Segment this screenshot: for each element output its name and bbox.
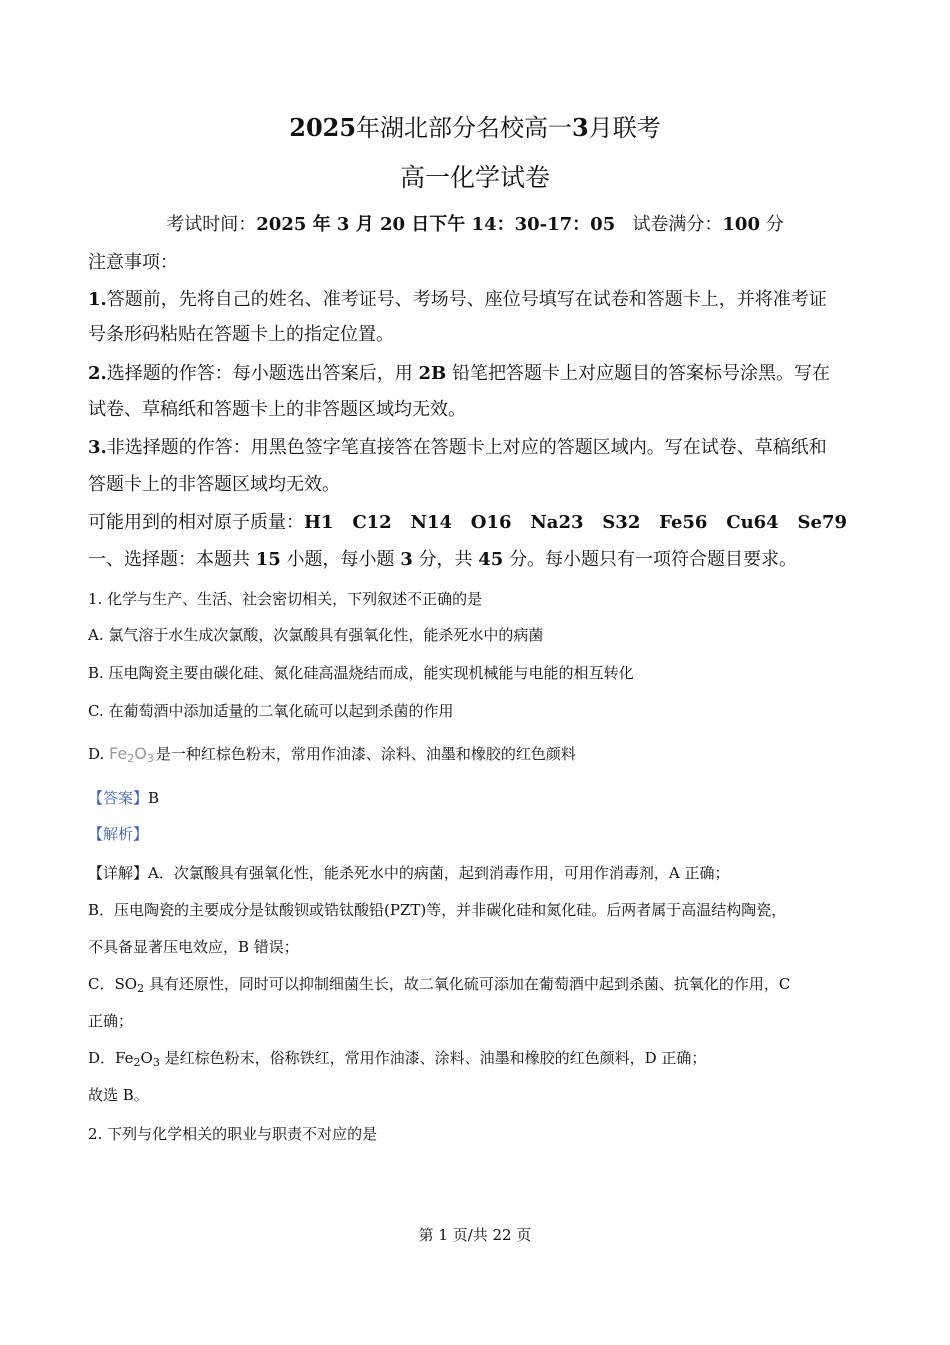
q1-option-a: A. 氯气溶于水生成次氯酸，次氯酸具有强氧化性，能杀死水中的病菌 bbox=[88, 626, 544, 644]
q1-option-d: D. $Fe_2O_3$ 是一种红棕色粉末，常用作油漆、涂料、油墨和橡胶的红色颜料 bbox=[88, 744, 576, 765]
notice-item-1-line-2: 号条形码粘贴在答题卡上的指定位置。 bbox=[88, 324, 394, 345]
q1-detail-c-line-1: C．$SO_2$ 具有还原性，同时可以抑制细菌生长，故二氧化硫可添加在葡萄酒中起到杀菌、抗氧化的作用，C bbox=[88, 975, 791, 995]
q1-detail-d: D．$Fe_2O_3$ 是红棕色粉末，俗称铁红，常用作油漆、涂料、油墨和橡胶的红色颜料，D 正确； bbox=[88, 1049, 707, 1069]
notice-item-1-line-1: 1.答题前，先将自己的姓名、准考证号、考场号、座位号填写在试卷和答题卡上，并将准考证 bbox=[88, 289, 827, 310]
page-number: 第 1 页/共 22 页 bbox=[418, 1226, 532, 1244]
notice-item-2-line-2: 试卷、草稿纸和答题卡上的非答题区域均无效。 bbox=[88, 399, 466, 420]
section-1-heading: 一、选择题：本题共 15 小题，每小题 3 分，共 45 分。每小题只有一项符合题目要求。 bbox=[88, 549, 798, 570]
notice-item-3-line-1: 3.非选择题的作答：用黑色签字笔直接答在答题卡上对应的答题区域内。写在试卷、草稿纸和 bbox=[88, 437, 827, 458]
q1-conclusion: 故选 B。 bbox=[88, 1086, 149, 1104]
notice-item-3-line-2: 答题卡上的非答题区域均无效。 bbox=[88, 474, 340, 495]
notice-item-2-line-1: 2.选择题的作答：每小题选出答案后，用 2B 铅笔把答题卡上对应题目的答案标号涂黑。写在 bbox=[88, 363, 831, 384]
exam-subtitle: 高一化学试卷 bbox=[399, 163, 550, 192]
q2-stem: 2. 下列与化学相关的职业与职责不对应的是 bbox=[88, 1125, 378, 1143]
q1-option-b: B. 压电陶瓷主要由碳化硅、氮化硅高温烧结而成，能实现机械能与电能的相互转化 bbox=[88, 664, 634, 682]
q1-analysis-tag: 【解析】 bbox=[88, 825, 149, 843]
q1-detail-b-line-2: 不具备显著压电效应，B 错误； bbox=[88, 938, 299, 956]
atomic-masses: 可能用到的相对原子质量：H1 C12 N14 O16 Na23 S32 Fe56 Cu64 Se79 bbox=[88, 512, 848, 533]
q1-answer: 【答案】B bbox=[88, 789, 160, 807]
notice-heading: 注意事项： bbox=[88, 252, 178, 273]
answer-tag: 【答案】 bbox=[88, 789, 149, 807]
q1-stem: 1. 化学与生产、生活、社会密切相关，下列叙述不正确的是 bbox=[88, 590, 483, 608]
q1-detail-b-line-1: B．压电陶瓷的主要成分是钛酸钡或锆钛酸铅(PZT)等，并非碳化硅和氮化硅。后两者属于高温结构陶瓷， bbox=[88, 901, 787, 919]
q1-detail-a: 【详解】A．次氯酸具有强氧化性，能杀死水中的病菌，起到消毒作用，可用作消毒剂，A 正确； bbox=[88, 864, 730, 882]
exam-title: 2025年湖北部分名校高一3月联考 bbox=[289, 113, 661, 142]
q1-detail-c-line-2: 正确； bbox=[88, 1012, 134, 1030]
q1-option-c: C. 在葡萄酒中添加适量的二氧化硫可以起到杀菌的作用 bbox=[88, 702, 454, 720]
fe2o3-formula-image: $Fe_2O_3$ bbox=[109, 744, 154, 765]
exam-time-line: 考试时间：2025 年 3 月 20 日下午 14：30-17：05 试卷满分：100 分 bbox=[166, 214, 784, 235]
